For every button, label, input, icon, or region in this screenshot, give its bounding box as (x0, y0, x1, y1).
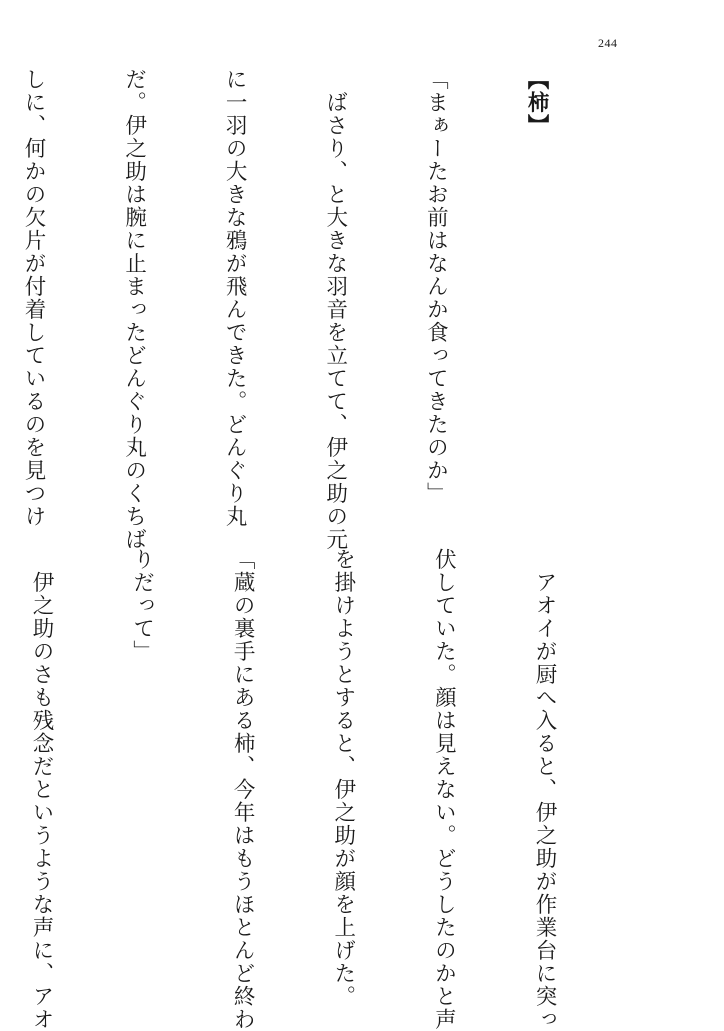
text-block-bottom (0, 548, 628, 1031)
text-block-top (0, 68, 620, 551)
text-line: を掛けようとすると、伊之助が顔を上げた。 (330, 548, 356, 1008)
text-line: 伏していた。顔は見えない。どうしたのかと声 (431, 548, 457, 1031)
text-line: ばさり、と大きな羽音を立てて、伊之助の元 (322, 68, 348, 551)
text-line: アオイが厨へ入ると、伊之助が作業台に突っ (531, 548, 557, 1031)
page-number: 244 (598, 36, 618, 50)
text-line: 「まぁーたお前はなんか食ってきたのか」 (423, 68, 449, 505)
text-line: しに、何かの欠片が付着しているのを見つけ (20, 68, 46, 528)
text-line: だ。伊之助は腕に止まったどんぐり丸のくちば (121, 68, 147, 551)
text-line: 伊之助のさも残念だというような声に、アオ (28, 548, 54, 1031)
text-line: 「蔵の裏手にある柿、今年はもうほとんど終わ (230, 548, 256, 1031)
text-line: りだって」 (129, 548, 155, 663)
text-line: に一羽の大きな鴉が飛んできた。どんぐり丸 (222, 68, 248, 528)
section-heading: 【柿】 (523, 68, 549, 137)
